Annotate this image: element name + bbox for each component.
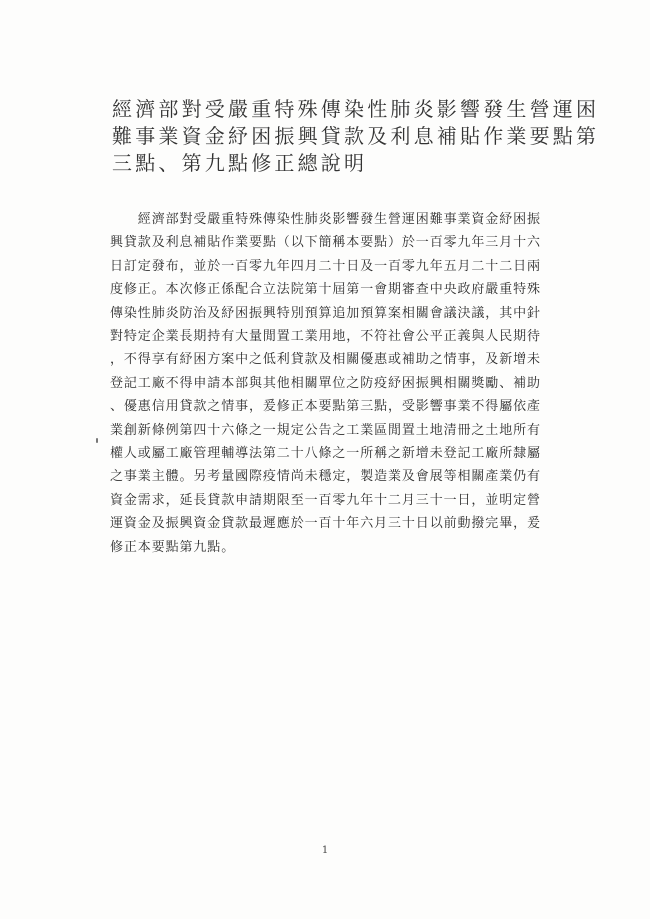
body-line: 興貸款及利息補貼作業要點（以下簡稱本要點）於一百零九年三月十六 (110, 235, 541, 251)
title-line: 三點、第九點修正總說明 (112, 151, 368, 175)
scan-speck (96, 438, 98, 443)
body-line: 權人或屬工廠管理輔導法第二十八條之一所稱之新增未登記工廠所隸屬 (110, 446, 541, 462)
body-line: 資金需求，延長貸款申請期限至一百零九年十二月三十一日，並明定營 (110, 492, 541, 508)
title-line: 難事業資金紓困振興貸款及利息補貼作業要點第 (112, 124, 600, 148)
body-line: ，不得享有紓困方案中之低利貸款及相關優惠或補助之情事，及新增未 (110, 352, 541, 368)
body-line: 之事業主體。另考量國際疫情尚未穩定，製造業及會展等相關產業仍有 (110, 469, 541, 485)
body-line: 業創新條例第四十六條之一規定公告之工業區閒置土地清冊之土地所有 (110, 422, 541, 438)
body-line: 度修正。本次修正係配合立法院第十屆第一會期審查中央政府嚴重特殊 (110, 282, 541, 298)
body-line: 對特定企業長期持有大量閒置工業用地，不符社會公平正義與人民期待 (110, 329, 541, 345)
body-line: 登記工廠不得申請本部與其他相關單位之防疫紓困振興相關獎勵、補助 (110, 375, 541, 391)
title-line: 經濟部對受嚴重特殊傳染性肺炎影響發生營運困 (112, 97, 600, 121)
document-title (112, 96, 600, 177)
document-body (110, 208, 570, 559)
page-number: 1 (321, 845, 329, 856)
body-line: 修正本要點第九點。 (110, 539, 236, 555)
body-line: 傳染性肺炎防治及紓困振興特別預算追加預算案相關會議決議，其中針 (110, 305, 541, 321)
body-line: 經濟部對受嚴重特殊傳染性肺炎影響發生營運困難事業資金紓困振 (110, 212, 541, 227)
body-line: 運資金及振興資金貸款最遲應於一百十年六月三十日以前動撥完畢，爰 (110, 516, 541, 532)
body-line: 、優惠信用貸款之情事，爰修正本要點第三點，受影響事業不得屬依產 (110, 399, 541, 415)
body-line: 日訂定發布，並於一百零九年四月二十日及一百零九年五月二十二日兩 (110, 258, 541, 274)
